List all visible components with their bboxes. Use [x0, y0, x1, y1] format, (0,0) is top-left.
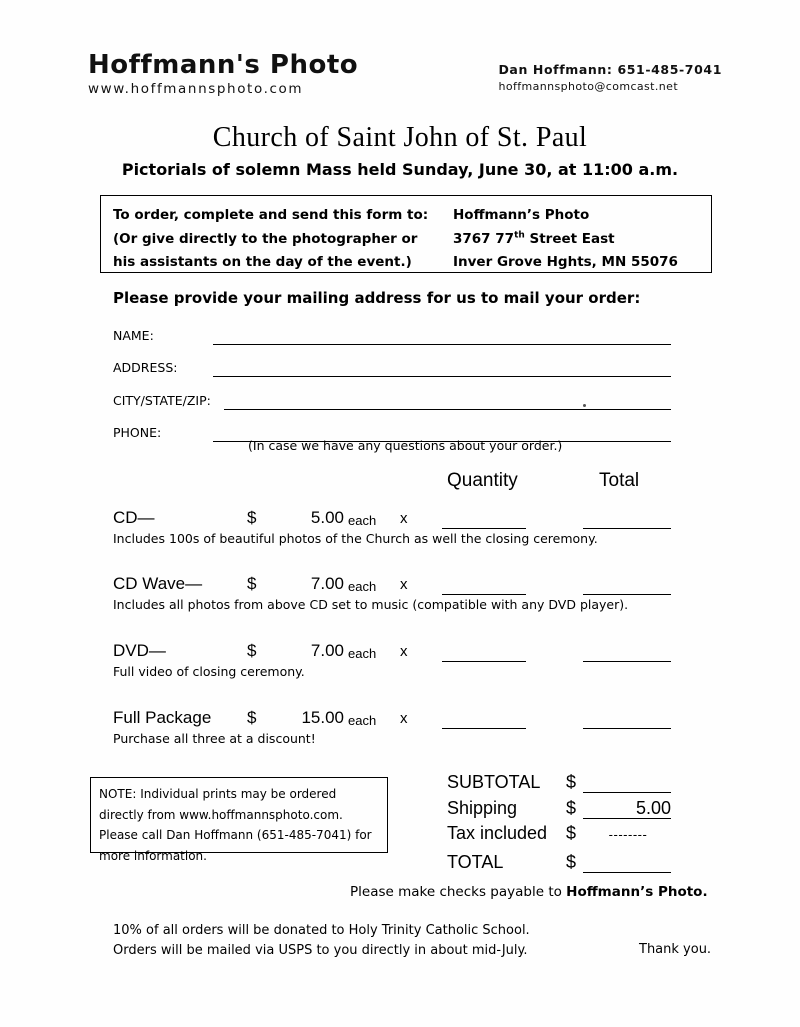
- product-price-cd-wave: 7.00: [310, 574, 344, 593]
- product-description-dvd: Full video of closing ceremony.: [113, 664, 305, 679]
- mailing-address-text: [453, 204, 678, 275]
- product-each-cd-wave: each: [348, 579, 377, 594]
- total-input-shipping: [583, 818, 671, 819]
- product-description-full-package: Purchase all three at a discount!: [113, 731, 316, 746]
- ink-speck: [583, 404, 586, 407]
- total-label-total: TOTAL: [447, 852, 504, 872]
- brand-block: [88, 52, 358, 97]
- product-dollar-cd: $: [247, 508, 257, 527]
- contact-email: hoffmannsphoto@comcast.net: [498, 80, 679, 93]
- product-dollar-dvd: $: [247, 641, 257, 660]
- total-dollar-shipping: $: [566, 798, 577, 818]
- product-quantity-input-dvd[interactable]: [442, 661, 526, 662]
- order-instruction-line-2: (Or give directly to the photographer or: [113, 230, 418, 247]
- total-label-subtotal: SUBTOTAL: [447, 772, 541, 792]
- product-description-cd: Includes 100s of beautiful photos of the Church as well the closing ceremony.: [113, 531, 598, 546]
- order-instructions-box: [100, 195, 712, 273]
- mail-to-business: Hoffmann’s Photo: [453, 207, 590, 223]
- product-times-dvd: x: [400, 643, 408, 660]
- field-phone-label: PHONE:: [113, 425, 162, 440]
- field-name-label: NAME:: [113, 328, 154, 343]
- contact-name-phone: Dan Hoffmann: 651-485-7041: [498, 62, 722, 77]
- product-each-full-package: each: [348, 713, 377, 728]
- product-times-full-package: x: [400, 710, 408, 727]
- product-total-input-cd[interactable]: [583, 528, 671, 529]
- footer-shipping-note: Orders will be mailed via USPS to you directly in about mid-July.: [113, 943, 528, 958]
- field-city-state-zip-input[interactable]: [224, 409, 671, 410]
- product-each-dvd: each: [348, 646, 377, 661]
- field-address-label: ADDRESS:: [113, 360, 178, 375]
- street-ordinal: th: [514, 230, 525, 241]
- note-box-text: NOTE: Individual prints may be ordered directly from www.hoffmannsphoto.com. Please call Dan Hoffmann (651-485-7041) for more information.: [99, 787, 372, 863]
- product-description-cd-wave: Includes all photos from above CD set to music (compatible with any DVD player).: [113, 597, 629, 612]
- total-label-shipping: Shipping: [447, 798, 518, 818]
- checks-payable-note: [350, 884, 708, 900]
- product-quantity-input-cd-wave[interactable]: [442, 594, 526, 595]
- product-price-dvd: 7.00: [310, 641, 344, 660]
- note-box: [90, 777, 388, 863]
- document-subtitle: Pictorials of solemn Mass held Sunday, June 30, at 11:00 a.m.: [121, 160, 679, 179]
- product-each-cd: each: [348, 513, 377, 528]
- checks-payable-payee: Hoffmann’s Photo.: [566, 884, 708, 900]
- footer-donation-note: 10% of all orders will be donated to Holy Trinity Catholic School.: [113, 923, 530, 938]
- street-name: Street East: [524, 230, 615, 247]
- product-dollar-cd-wave: $: [247, 574, 257, 593]
- field-name-input[interactable]: [213, 344, 671, 345]
- product-name-dvd: DVD—: [113, 641, 166, 660]
- product-total-input-cd-wave[interactable]: [583, 594, 671, 595]
- product-name-cd-wave: CD Wave—: [113, 574, 203, 593]
- product-quantity-input-full-package[interactable]: [442, 728, 526, 729]
- street-number: 3767 77: [453, 230, 515, 247]
- total-input-total[interactable]: [583, 872, 671, 873]
- mail-to-city-state-zip: Inver Grove Hghts, MN 55076: [453, 254, 678, 271]
- column-header-quantity: Quantity: [447, 470, 518, 491]
- column-header-total: Total: [599, 470, 640, 491]
- order-instructions-text: [113, 204, 428, 275]
- total-value-tax: --------: [608, 827, 648, 842]
- contact-block: [498, 62, 722, 93]
- phone-note: (In case we have any questions about your order.): [248, 438, 563, 453]
- document-title: Church of Saint John of St. Paul: [212, 122, 588, 153]
- total-dollar-subtotal: $: [566, 772, 577, 792]
- order-instruction-line-3: his assistants on the day of the event.): [113, 254, 412, 271]
- mail-to-street: [453, 228, 678, 252]
- product-price-full-package: 15.00: [301, 708, 344, 727]
- mailing-address-heading: Please provide your mailing address for us to mail your order:: [113, 289, 641, 307]
- product-quantity-input-cd[interactable]: [442, 528, 526, 529]
- product-total-input-dvd[interactable]: [583, 661, 671, 662]
- product-times-cd-wave: x: [400, 576, 408, 593]
- field-city-state-zip-label: CITY/STATE/ZIP:: [113, 393, 211, 408]
- total-dollar-total: $: [566, 852, 577, 872]
- product-name-cd: CD—: [113, 508, 155, 527]
- total-value-shipping: 5.00: [635, 798, 671, 818]
- product-dollar-full-package: $: [247, 708, 257, 727]
- order-instruction-line-1: To order, complete and send this form to:: [113, 207, 429, 223]
- total-dollar-tax: $: [566, 823, 577, 843]
- business-name: Hoffmann's Photo: [88, 50, 359, 80]
- total-input-subtotal[interactable]: [583, 792, 671, 793]
- field-address-input[interactable]: [213, 376, 671, 377]
- product-name-full-package: Full Package: [113, 708, 212, 727]
- total-label-tax: Tax included: [447, 823, 548, 843]
- product-times-cd: x: [400, 510, 408, 527]
- checks-payable-prefix: Please make checks payable to: [350, 884, 567, 900]
- product-total-input-full-package[interactable]: [583, 728, 671, 729]
- footer-thank-you: Thank you.: [639, 942, 712, 957]
- product-price-cd: 5.00: [310, 508, 344, 527]
- business-website: www.hoffmannsphoto.com: [88, 81, 304, 98]
